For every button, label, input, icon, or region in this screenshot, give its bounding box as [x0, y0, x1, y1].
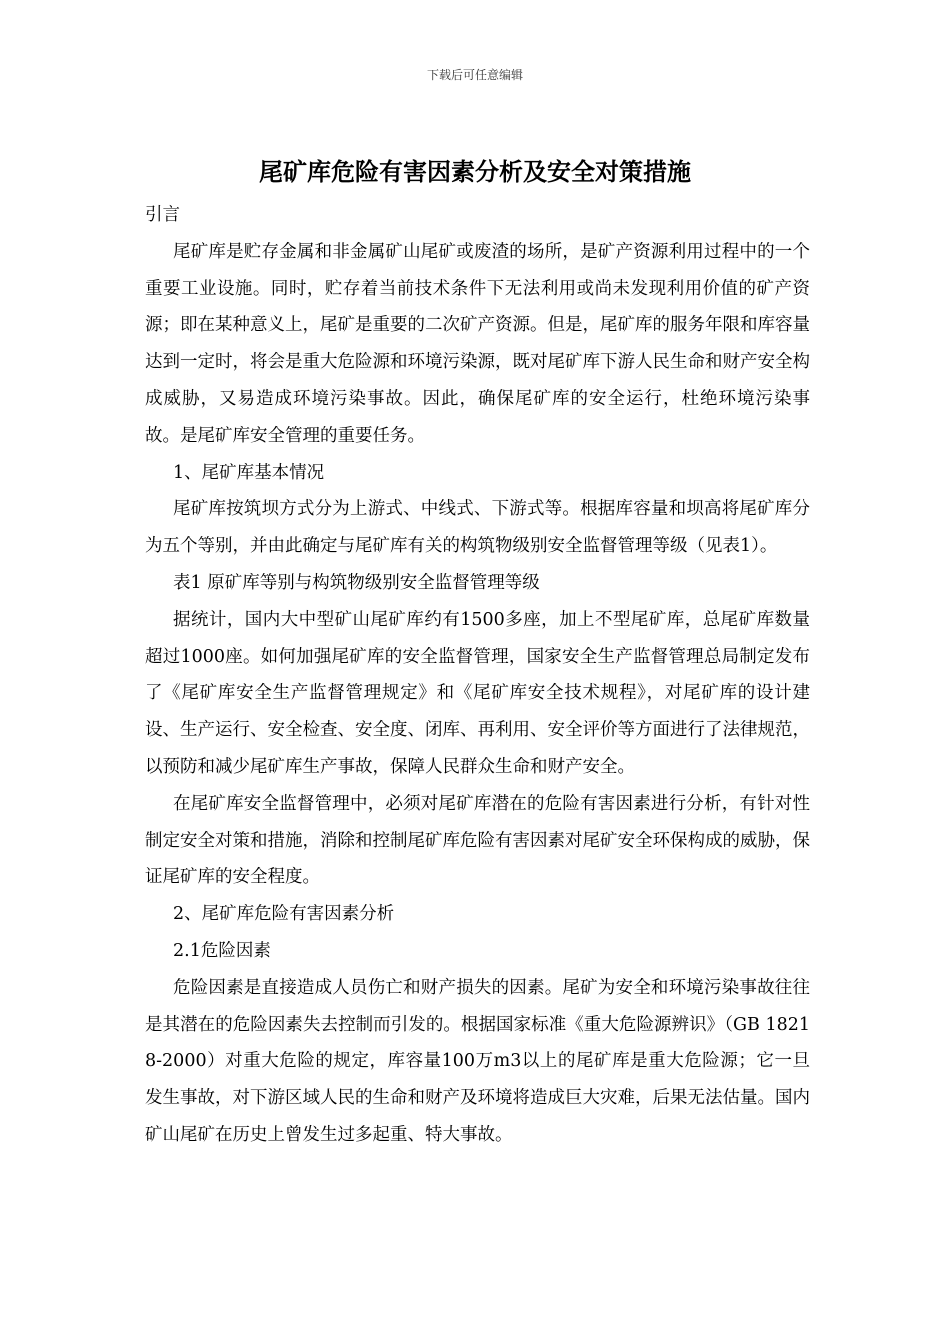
subsection-heading-2-1: 2.1危险因素 [173, 940, 271, 961]
section-heading-1: 1、尾矿库基本情况 [173, 462, 325, 483]
paragraph-intro: 尾矿库是贮存金属和非金属矿山尾矿或废渣的场所，是矿产资源利用过程中的一个重要工业设施。同时，贮存着当前技术条件下无法利用或尚未发现利用价值的矿产资源；即在某种意义上，尾矿是重要的二次矿产资源。但是，尾矿库的服务年限和库容量达到一定时，将会是重大危险源和环境污染源，既对尾矿库下游人民生命和财产安全构成威胁，又易造成环境污染事故。因此，确保尾矿库的安全运行，杜绝环境污染事 故。是尾矿库安全管理的重要任务。 [145, 241, 810, 446]
section-heading-2: 2、尾矿库危险有害因素分析 [173, 904, 395, 925]
paragraph-hazard-factors: 危险因素是直接造成人员伤亡和财产损失的因素。尾矿为安全和环境污染事故往往是其潜在的危险因素失去控制而引发的。根据国家标准《重大危险源辨识》（GB 18218-2000）对重大危险的规定，库容量100万m3以上的尾矿库是重大危险源；它一旦发生事故，对下游区域人民的生命和财产及环境将造成巨大灾难，后果无法估量。国内矿山尾矿在历史上曾发生过多起重、特大事故。 [145, 977, 810, 1145]
paragraph-classification: 尾矿库按筑坝方式分为上游式、中线式、下游式等。根据库容量和坝高将尾矿库分为五个等别，并由此确定与尾矿库有关的构筑物级别安全监督管理等级（见表1）。 [145, 499, 810, 557]
table-caption: 表1 原矿库等别与构筑物级别安全监督管理等级 [173, 572, 540, 593]
paragraph-statistics: 据统计，国内大中型矿山尾矿库约有1500多座，加上不型尾矿库，总尾矿库数量超过1000座。如何加强尾矿库的安全监督管理，国家安全生产监督管理总局制定发布了《尾矿库安全生产监督管理规定》和《尾矿库安全技术规程》，对尾矿库的设计建设、生产运行、安全检查、安全度、闭库、再利用、安全评价等方面进行了法律规范，以预防和减少尾矿库生产事故，保障人民群众生命和财产安全。 [145, 609, 810, 777]
document-body [145, 197, 810, 1154]
paragraph-supervision: 在尾矿库安全监督管理中，必须对尾矿库潜在的危险有害因素进行分析，有针对性制定安全对策和措施，消除和控制尾矿库危险有害因素对尾矿安全环保构成的威胁，保证尾矿库的安全程度。 [145, 793, 810, 888]
document-title: 尾矿库危险有害因素分析及安全对策措施 [259, 157, 691, 186]
paragraph-intro-heading: 引言 [145, 205, 180, 225]
header-note: 下载后可任意编辑 [426, 68, 523, 82]
